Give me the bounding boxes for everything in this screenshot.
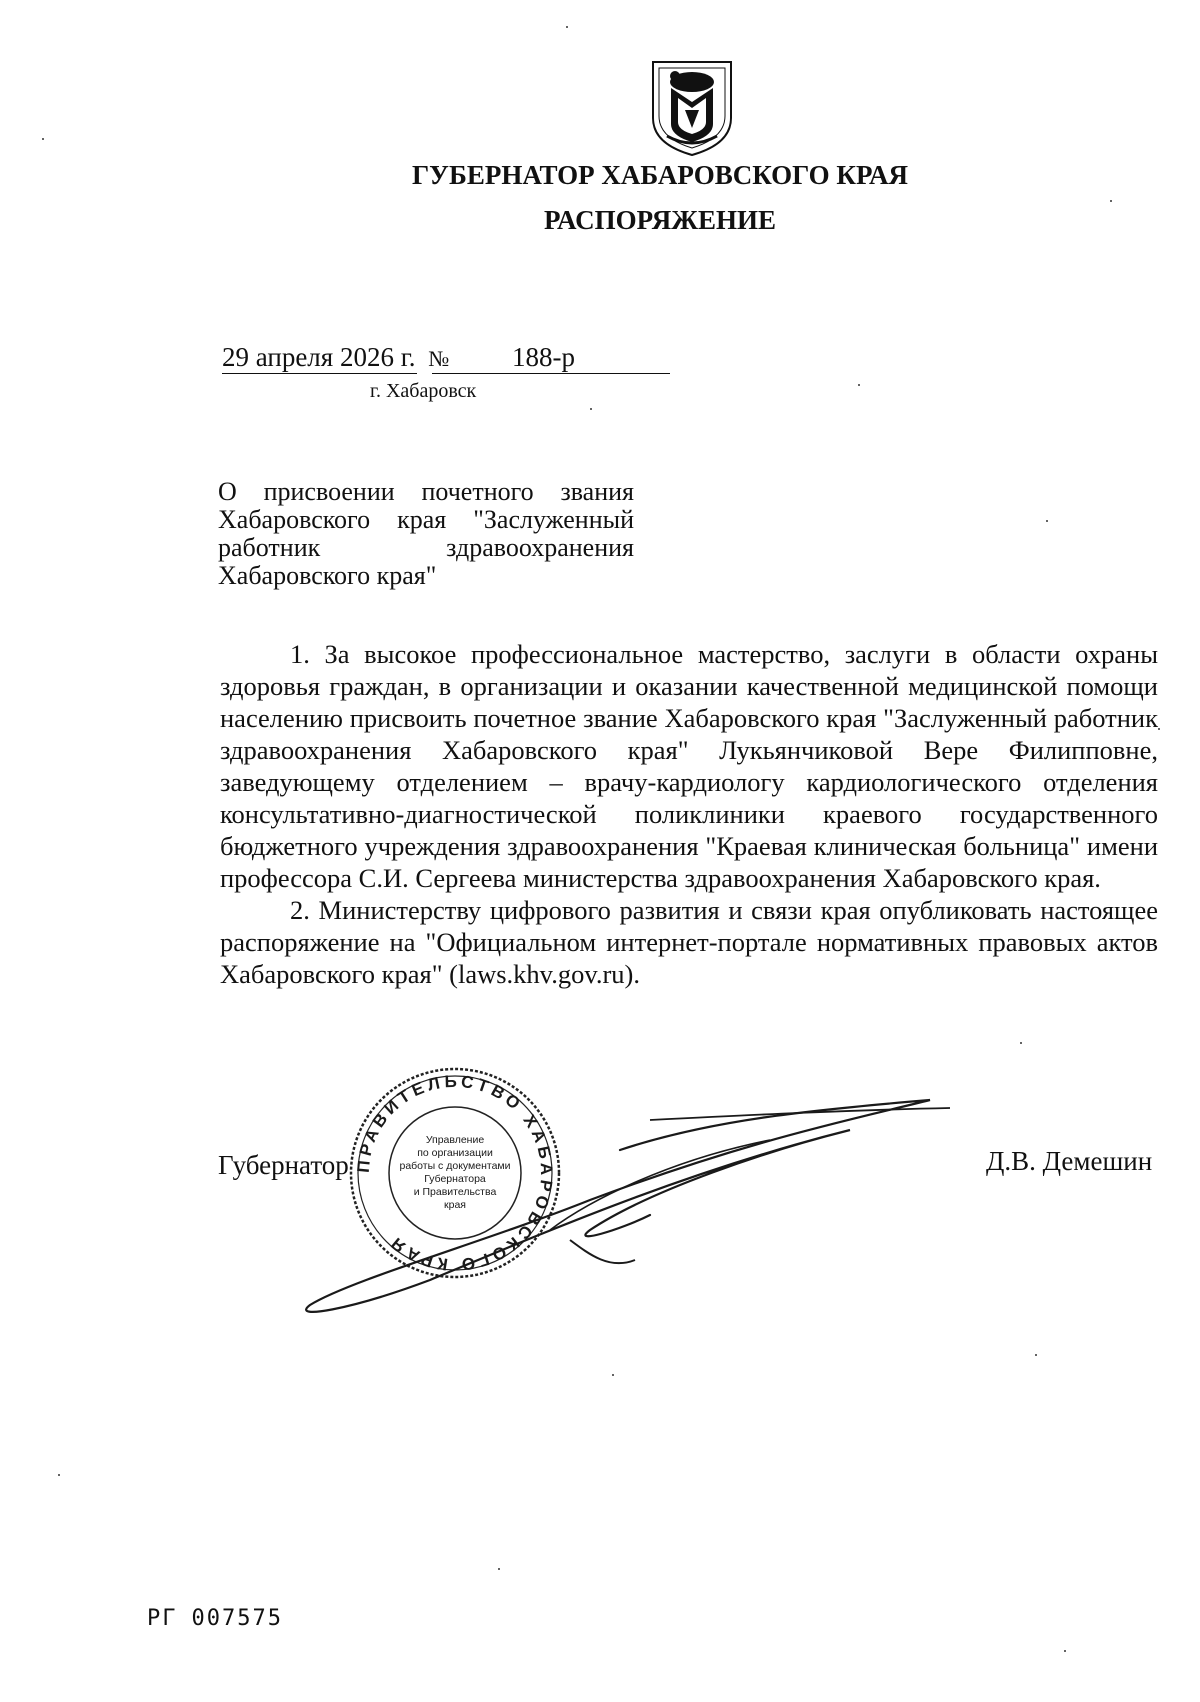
document-type-title: РАСПОРЯЖЕНИЕ [543, 205, 777, 235]
seal-inner-text: Управление по организации работы с документами Губернатора и Правительства края [399, 1134, 511, 1211]
document-subject [218, 478, 634, 590]
subject-line: работник здравоохранения [218, 533, 634, 562]
scan-speck [1046, 520, 1048, 522]
document-date: 29 апреля 2026 г. [222, 342, 416, 372]
scan-speck [498, 1568, 500, 1570]
signatory-name: Д.В. Демешин [986, 1146, 1153, 1176]
document-number: 188-р [432, 342, 670, 374]
document-body [220, 638, 1158, 990]
scan-speck [858, 384, 860, 386]
scan-speck [612, 1374, 614, 1376]
coat-of-arms-icon [645, 58, 739, 158]
scan-speck [1035, 1354, 1037, 1356]
form-serial [147, 1606, 283, 1631]
scan-speck [1064, 1650, 1066, 1652]
number-sign: № [428, 346, 450, 371]
serial-series: РГ [147, 1606, 178, 1631]
subject-line: Хабаровского края "Заслуженный [218, 505, 634, 534]
scan-speck [42, 138, 44, 140]
official-seal [345, 1063, 565, 1283]
scan-speck [1020, 1042, 1022, 1044]
scan-speck [590, 408, 592, 410]
serial-number: 007575 [191, 1606, 283, 1631]
document-city: г. Хабаровск [370, 380, 477, 402]
scan-speck [566, 26, 568, 28]
scan-speck [1158, 728, 1160, 730]
signatory-position: Губернатор [218, 1150, 349, 1180]
body-paragraph-1: 1. За высокое профессиональное мастерство, заслуги в области охраны здоровья граждан, в организации и оказании качественной медицинской помощи населению присвоить почетное звание Хабаровского края "Заслуженный работник здравоохранения Хабаровского края" Лукьянчиковой Вере Филипповне, заведующему отделением – врачу-кардиологу кардиологического отделения консультативно-диагностической поликлиники краевого государственного бюджетного учреждения здравоохранения "Краевая клиническая больница" имени профессора С.И. Сергеева министерства здравоохранения Хабаровского края. [220, 639, 1158, 893]
body-paragraph-2: 2. Министерству цифрового развития и связи края опубликовать настоящее распоряжение на "Официальном интернет-портале нормативных правовых актов Хабаровского края" (laws.khv.gov.ru). [220, 895, 1158, 989]
subject-line: О присвоении почетного звания [218, 477, 634, 506]
subject-line: Хабаровского края" [218, 561, 437, 590]
scan-speck [1110, 200, 1112, 202]
seal-ring-text: ПРАВИТЕЛЬСТВО ХАБАРОВСКОГО КРАЯ [353, 1071, 557, 1275]
date-number-row [222, 342, 575, 374]
authority-title: ГУБЕРНАТОР ХАБАРОВСКОГО КРАЯ [412, 160, 908, 190]
scan-speck [58, 1474, 60, 1476]
